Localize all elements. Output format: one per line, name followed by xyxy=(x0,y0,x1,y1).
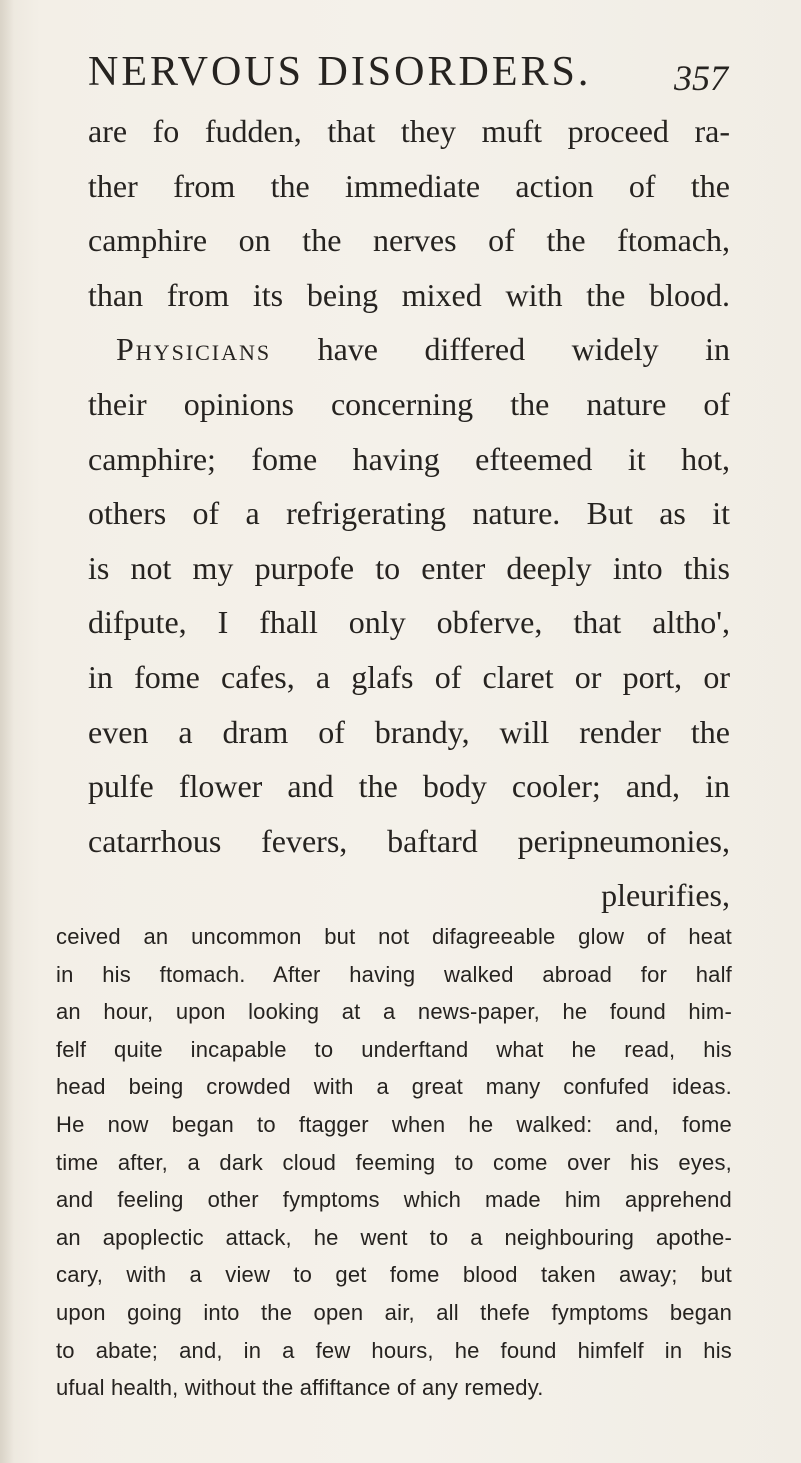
text-line: in fome cafes, a glafs of claret or port, or xyxy=(88,658,730,695)
page-number: 357 xyxy=(674,58,728,98)
small-caps-word: Physicians xyxy=(116,331,272,368)
text-line: than from its being mixed with the blood. xyxy=(88,276,730,313)
text-line: is not my purpofe to enter deeply into this xyxy=(88,549,730,586)
footnote xyxy=(56,918,732,1407)
footnote-line: ufual health, without the affiftance of any remedy. xyxy=(56,1375,544,1401)
footnote-line: cary, with a view to get fome blood taken away; but xyxy=(56,1262,732,1288)
text-line: difpute, I fhall only obferve, that altho', xyxy=(88,604,730,641)
text-line: pulfe flower and the body cooler; and, in xyxy=(88,768,730,805)
text-line: ther from the immediate action of the xyxy=(88,167,730,204)
paragraph-first-line xyxy=(88,322,730,377)
footnote-line: an apoplectic attack, he went to a neighbouring apothe- xyxy=(56,1224,732,1250)
running-title: NERVOUS DISORDERS. xyxy=(88,49,592,95)
text-line: camphire on the nerves of the ftomach, xyxy=(88,222,730,259)
main-text xyxy=(88,104,730,923)
footnote-line: in his ftomach. After having walked abroad for half xyxy=(56,961,732,987)
footnote-line: to abate; and, in a few hours, he found himfelf in his xyxy=(56,1337,732,1363)
text-line: catarrhous fevers, baftard peripneumonies, xyxy=(88,822,730,859)
footnote-line: and feeling other fymptoms which made him apprehend xyxy=(56,1187,732,1213)
text-line: even a dram of brandy, will render the xyxy=(88,713,730,750)
footnote-line: time after, a dark cloud feeming to come over his eyes, xyxy=(56,1149,732,1175)
footnote-line: felf quite incapable to underftand what he read, his xyxy=(56,1036,732,1062)
page-gutter-shadow xyxy=(0,0,14,1463)
footnote-line: head being crowded with a great many confufed ideas. xyxy=(56,1074,732,1100)
footnote-line: an hour, upon looking at a news-paper, he found him- xyxy=(56,999,732,1025)
page-header xyxy=(88,46,728,98)
text-line: camphire; fome having efteemed it hot, xyxy=(88,440,730,477)
text-line: are fo fudden, that they muft proceed ra- xyxy=(88,113,730,149)
footnote-line: He now began to ftagger when he walked: and, fome xyxy=(56,1111,732,1137)
catchword: pleurifies, xyxy=(601,877,730,914)
paragraph-first-line-rest: have differed widely in xyxy=(271,331,730,368)
text-line: their opinions concerning the nature of xyxy=(88,385,730,422)
footnote-line: upon going into the open air, all thefe fymptoms began xyxy=(56,1299,732,1325)
text-line: others of a refrigerating nature. But as it xyxy=(88,495,730,532)
footnote-line: ceived an uncommon but not difagreeable glow of heat xyxy=(56,924,732,949)
